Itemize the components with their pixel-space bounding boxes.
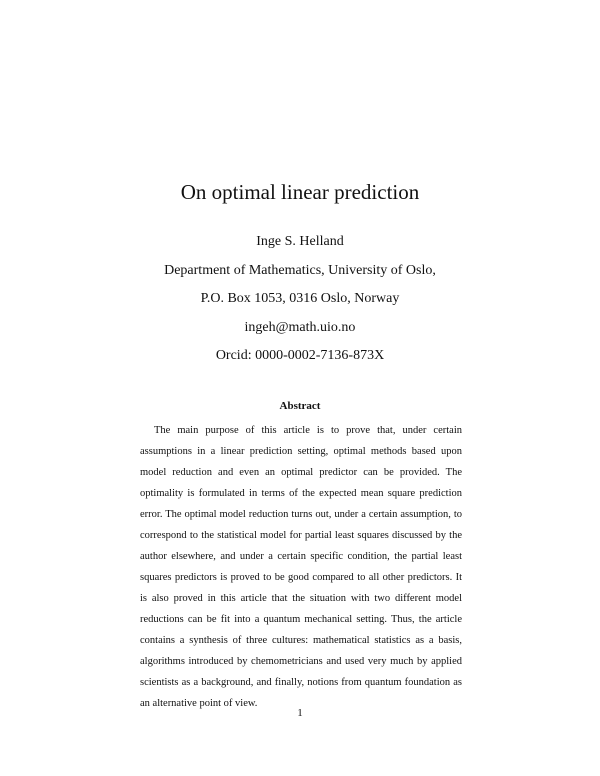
abstract-text: The main purpose of this article is to prove that, under certain assumptions in a linear prediction setting, optimal methods based upon model reduction and even an optimal predictor can be provided. The optimality is formulated in terms of the expected mean square prediction error. The optimal model reduction turns out, under a certain assumption, to correspond to the statistical model for partial least squares discussed by the author elsewhere, and under a certain specific condition, the partial least squares predictors is proved to be good compared to all other predictors. It is also proved in this article that the situation with two different model reductions can be fit into a quantum mechanical setting. Thus, the article contains a synthesis of three cultures: mathematical statistics as a basis, algorithms introduced by chemometricians and used very much by applied scientists as a background, and finally, notions from quantum foundation as an alternative point of view. xyxy=(140,425,462,709)
abstract-heading: Abstract xyxy=(279,400,321,412)
author-address: P.O. Box 1053, 0316 Oslo, Norway xyxy=(200,291,400,306)
author-orcid: Orcid: 0000-0002-7136-873X xyxy=(215,348,385,363)
author-email: ingeh@math.uio.no xyxy=(244,320,356,335)
page-number: 1 xyxy=(297,707,303,719)
paper-title: On optimal linear prediction xyxy=(180,180,420,204)
author-name: Inge S. Helland xyxy=(256,234,344,249)
author-department: Department of Mathematics, University of Oslo, xyxy=(164,263,436,278)
